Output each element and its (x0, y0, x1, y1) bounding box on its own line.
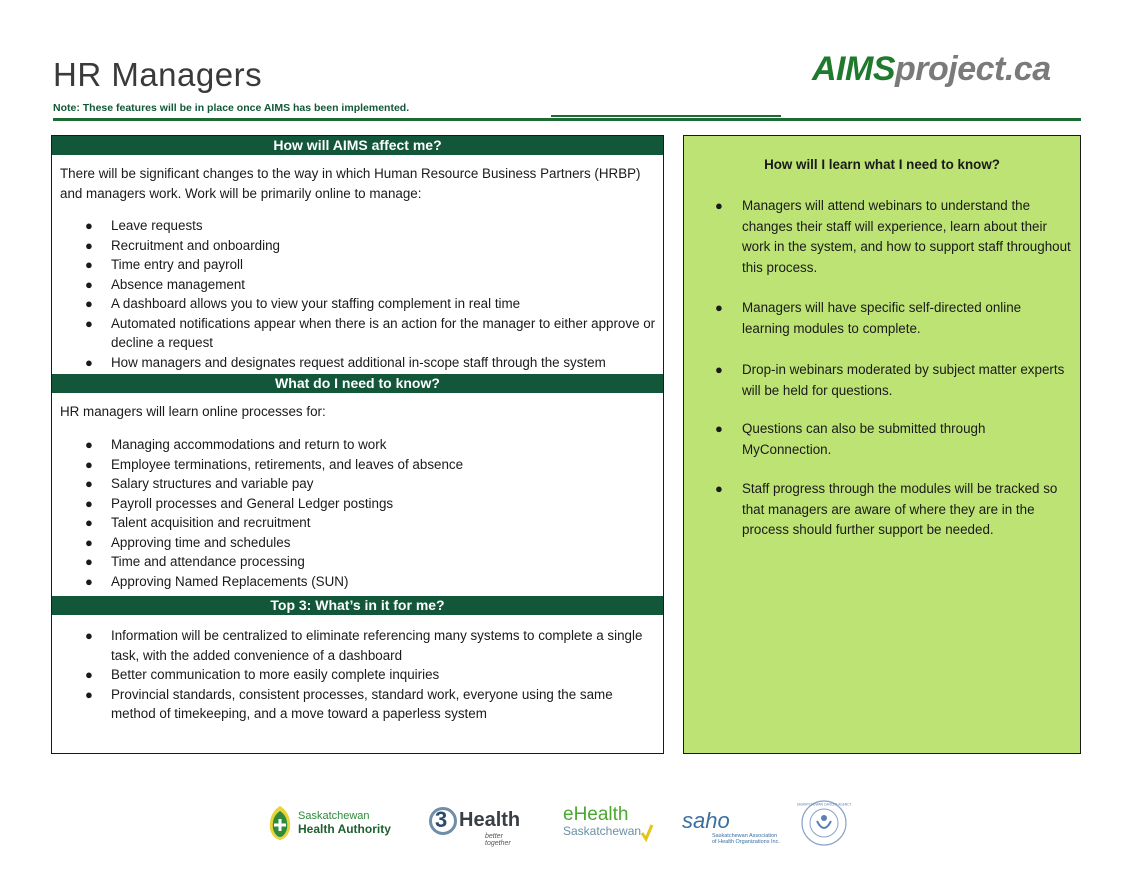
aims-project-logo: AIMSproject.ca (812, 50, 1051, 88)
top3-list (52, 615, 663, 724)
learning-list (684, 196, 1080, 541)
section-intro-affect: There will be significant changes to the way in which Human Resource Business Partners (HRBP) and managers work. Work will be primarily online to manage: (60, 166, 641, 201)
list-item: ● Information will be centralized to eliminate referencing many systems to complete a single task, with the added convenience of a dashboard (85, 628, 643, 663)
cancer-agency-logo (796, 800, 852, 846)
list-item: ● Better communication to more easily complete inquiries (85, 667, 440, 682)
sha-leaf-icon (268, 805, 292, 841)
section-intro-need-to-know: HR managers will learn online processes for: (60, 404, 326, 419)
list-item: ● Payroll processes and General Ledger postings (85, 495, 394, 511)
list-item: ● Talent acquisition and recruitment (85, 515, 311, 530)
list-item: ● Managing accommodations and return to work (85, 437, 387, 452)
list-item: ● Provincial standards, consistent processes, standard work, everyone using the same method of timekeeping, and a move toward a paperless system (85, 686, 613, 721)
list-item: ● Absence management (85, 276, 245, 292)
list-item: ● Drop-in webinars moderated by subject matter experts will be held for questions. (715, 362, 1065, 398)
list-item: ● Staff progress through the modules will be tracked so that managers are aware of where they are in the process should further support be needed. (715, 481, 1058, 537)
list-item: ● Recruitment and onboarding (85, 237, 280, 253)
header-divider (53, 118, 1081, 121)
list-item: ● Approving time and schedules (85, 534, 291, 550)
page-title: HR Managers (53, 56, 263, 93)
list-item: ● Leave requests (85, 218, 203, 233)
ehealth-check-icon (641, 824, 653, 840)
list-item: ● Employee terminations, retirements, and leaves of absence (85, 456, 464, 472)
saho-logo: saho Saskatchewan Association of Health Organizations Inc. (682, 808, 780, 845)
list-item: ● Managers will have specific self-directed online learning modules to complete. (715, 300, 1022, 336)
list-item: ● Managers will attend webinars to understand the changes their staff will experience, learn about their work in the system, and how to support staff throughout this process. (715, 198, 1071, 275)
learning-box (683, 135, 1081, 754)
list-item: ● Approving Named Replacements (SUN) (85, 573, 349, 589)
svg-text:SASKATCHEWAN CANCER AGENCY: SASKATCHEWAN CANCER AGENCY (796, 802, 852, 807)
sha-logo: Saskatchewan Health Authority (268, 800, 391, 846)
list-item: ● How managers and designates request additional in-scope staff through the system (85, 354, 606, 370)
section-heading-need-to-know: What do I need to know? (52, 374, 663, 393)
list-item: ● Salary structures and variable pay (85, 476, 314, 491)
list-item: ● Time and attendance processing (85, 554, 305, 569)
need-to-know-list (52, 435, 663, 596)
section-heading-top3: Top 3: What’s in it for me? (52, 596, 663, 615)
learning-heading: How will I learn what I need to know? (764, 157, 1000, 172)
left-content-box (51, 135, 664, 754)
list-item: ● Automated notifications appear when there is an action for the manager to either approve or decline a request (85, 315, 656, 350)
implementation-note: Note: These features will be in place once AIMS has been implemented. (53, 102, 410, 114)
section-heading-affect: How will AIMS affect me? (52, 136, 663, 155)
list-item: ● A dashboard allows you to view your staffing complement in real time (85, 296, 521, 311)
header-accent-line (551, 115, 781, 117)
affect-list (52, 216, 663, 374)
ehealth-logo: eHealth Saskatchewan (563, 800, 653, 846)
list-item: ● Time entry and payroll (85, 257, 243, 272)
three-s-health-logo: 3 Health better together (429, 800, 529, 846)
cancer-agency-seal-icon (796, 799, 852, 847)
list-item: ● Questions can also be submitted through MyConnection. (715, 421, 986, 457)
